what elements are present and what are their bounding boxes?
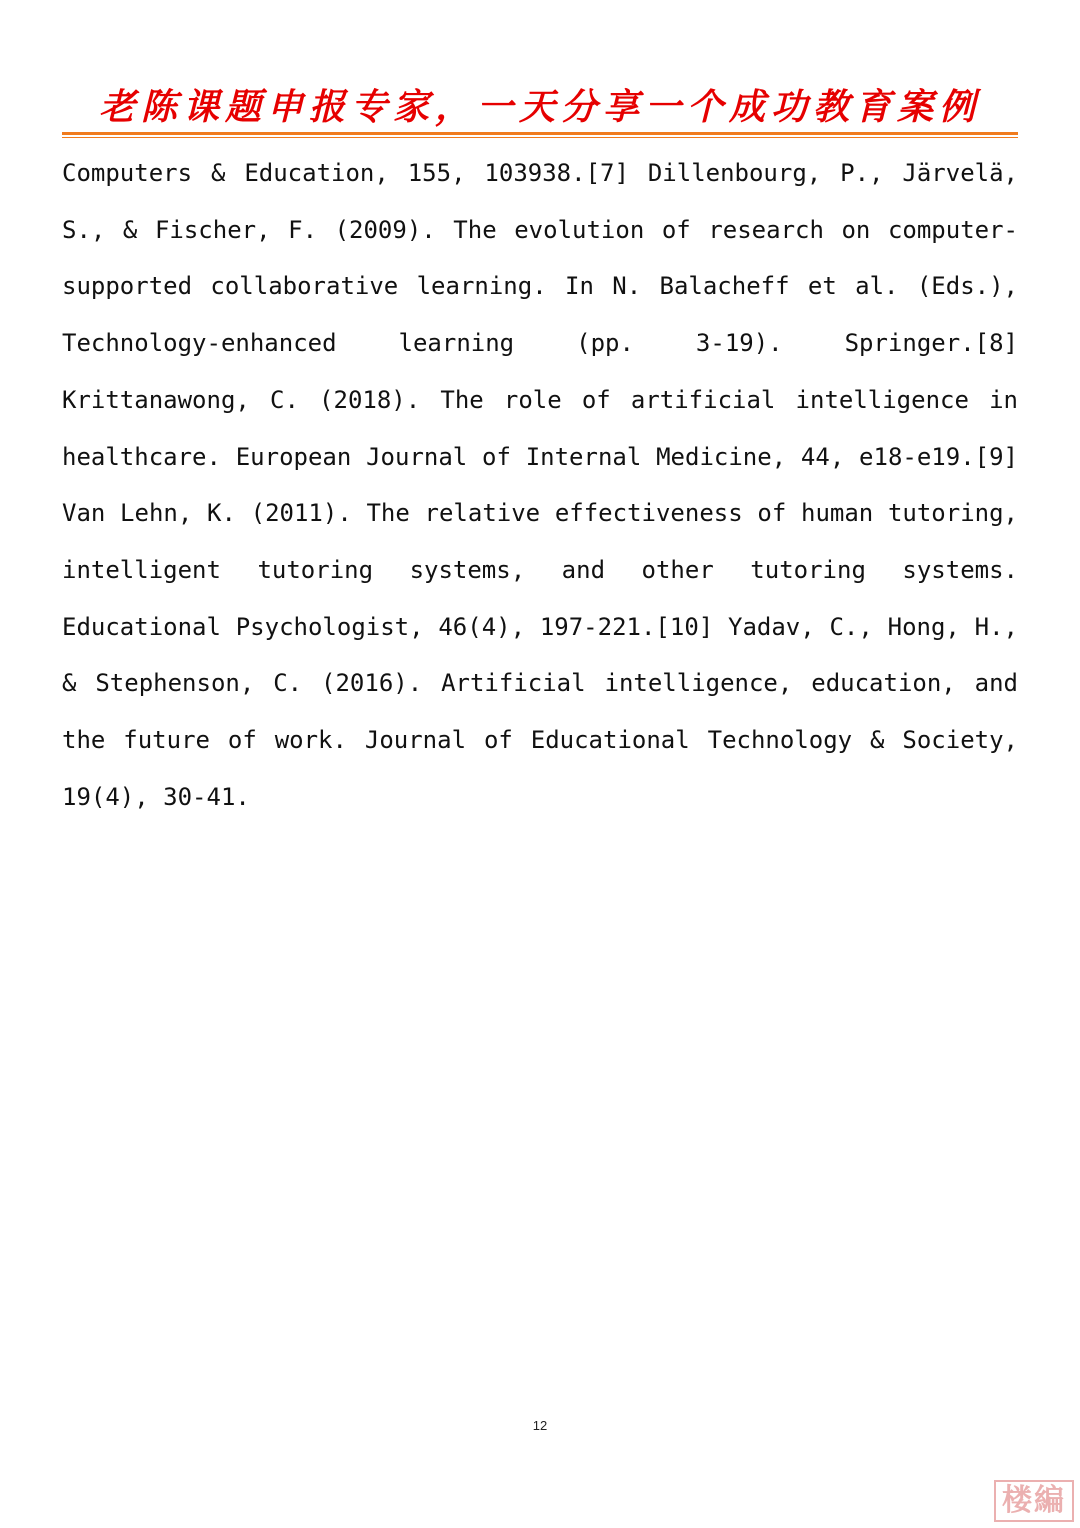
header-rule-thick bbox=[62, 132, 1018, 135]
page-header-title: 老陈课题申报专家，一天分享一个成功教育案例 bbox=[98, 86, 981, 128]
page-number: 12 bbox=[532, 1418, 548, 1433]
stamp-text: 楼編 bbox=[1002, 1483, 1066, 1518]
references-paragraph: Computers & Education, 155, 103938.[7] Dillenbourg, P., Järvelä, S., & Fischer, F. (2009). The evolution of research on computer-supported collaborative learning. In N. Balacheff et al. (Eds.), Technology-enhanced learning (pp. 3-19). Springer.[8] Krittanawong, C. (2018). The role of artificial intelligence in healthcare. European Journal of Internal Medicine, 44, e18-e19.[9] Van Lehn, K. (2011). The relative effectiveness of human tutoring, intelligent tutoring systems, and other tutoring systems. Educational Psychologist, 46(4), 197-221.[10] Yadav, C., Hong, H., & Stephenson, C. (2016). Artificial intelligence, education, and the future of work. Journal of Educational Technology & Society, 19(4), 30-41. bbox=[62, 159, 1018, 811]
header-rule-thin bbox=[62, 137, 1018, 138]
watermark-stamp bbox=[994, 1480, 1074, 1522]
